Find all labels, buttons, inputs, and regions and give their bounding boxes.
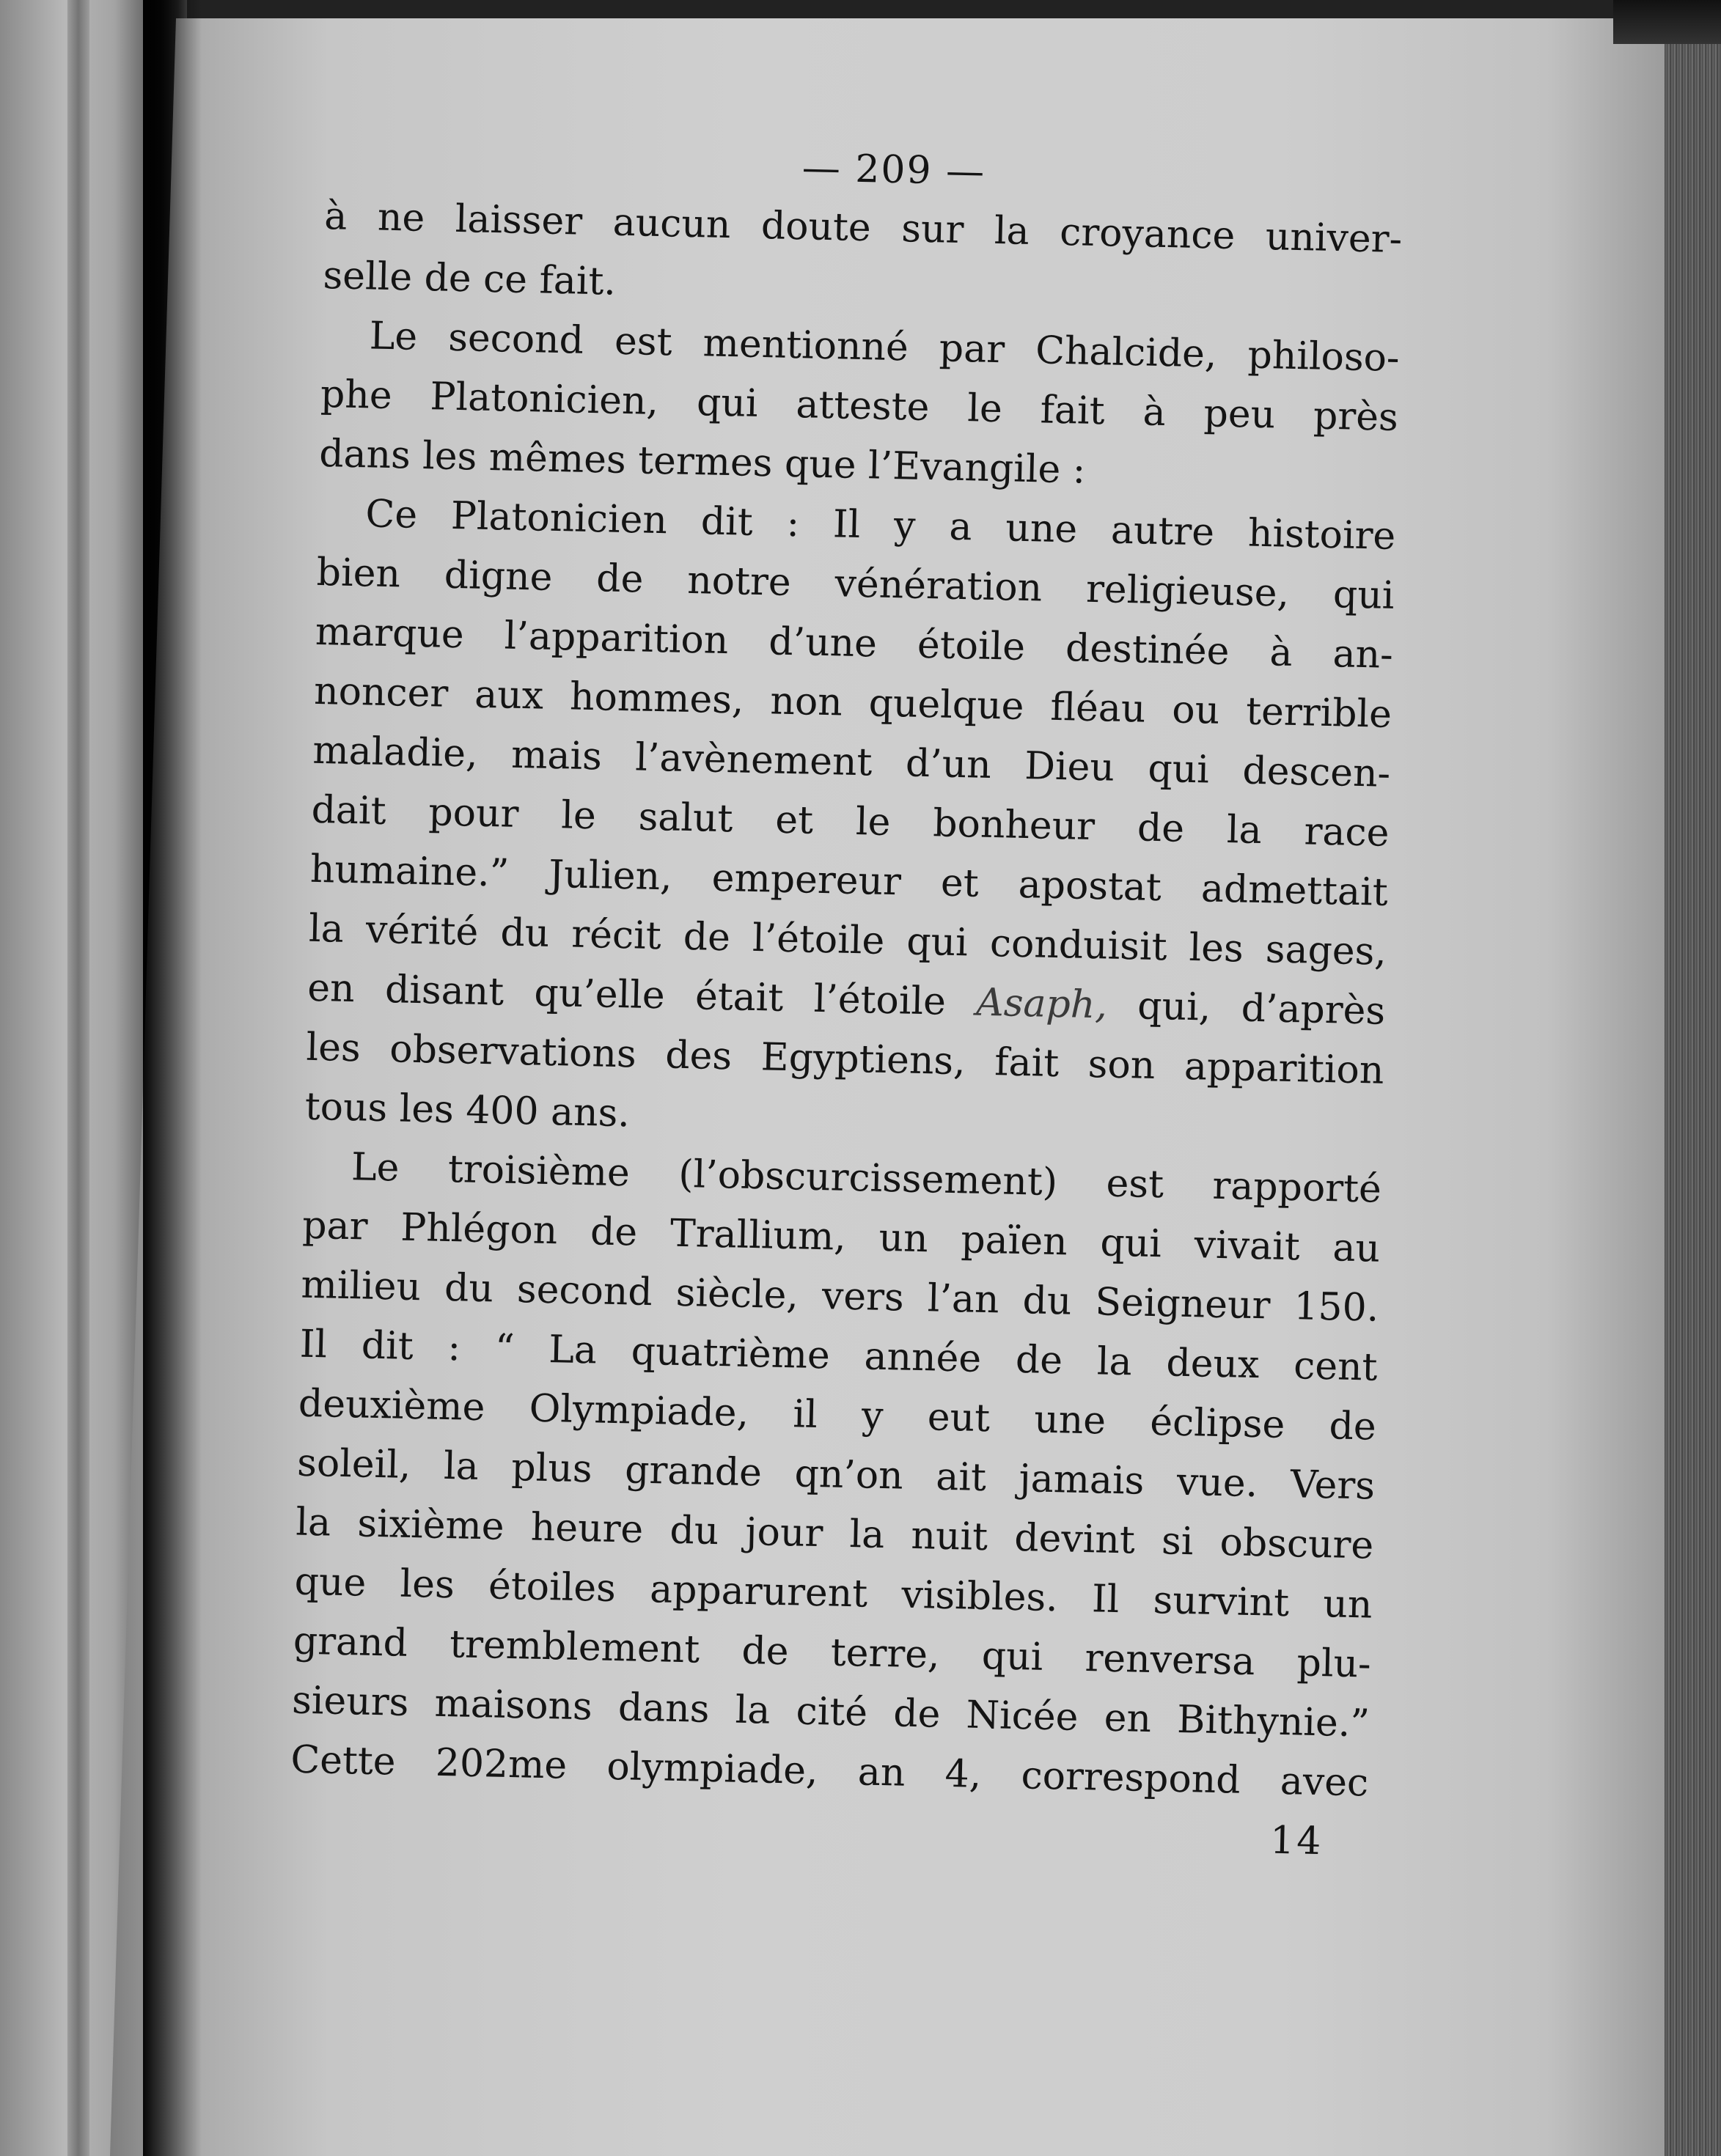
text-line: à ne laisser aucun doute sur la croyance univer- bbox=[323, 194, 1403, 262]
text-line: dait pour le salut et le bonheur de la race bbox=[311, 787, 1390, 856]
text-line: humaine.” Julien, empereur et apostat admettait bbox=[309, 847, 1389, 915]
italic-word: Asaph, bbox=[975, 980, 1108, 1028]
text-line: deuxième Olympiade, il y eut une éclipse de bbox=[298, 1381, 1377, 1449]
page-stack-corner bbox=[1613, 0, 1721, 44]
text-line: bien digne de notre vénération religieuse, qui bbox=[316, 550, 1395, 618]
text-line: tous les 400 ans. bbox=[304, 1084, 631, 1136]
text-line: la sixième heure du jour la nuit devint si obscure bbox=[295, 1500, 1374, 1568]
text-line: selle de ce fait. bbox=[322, 253, 617, 304]
gutter-shadow bbox=[143, 0, 202, 2156]
page-stack-edge bbox=[1665, 0, 1721, 2156]
text-segment: en disant qu’elle était l’étoile bbox=[307, 965, 977, 1025]
signature-folio: 14 bbox=[1269, 1818, 1324, 1864]
text-line: la vérité du récit de l’étoile qui conduisit les sages, bbox=[308, 906, 1387, 974]
text-line: par Phlégon de Trallium, un païen qui vivait au bbox=[301, 1203, 1381, 1271]
text-line: grand tremblement de terre, qui renversa plu- bbox=[293, 1619, 1372, 1687]
running-head-page-number: — 209 — bbox=[801, 146, 986, 194]
text-line: marque l’apparition d’une étoile destinée à an- bbox=[315, 609, 1394, 677]
left-page-fold bbox=[67, 0, 89, 2156]
text-line: Le troisième (l’obscurcissement) est rapporté bbox=[351, 1145, 1382, 1212]
text-line: Ce Platonicien dit : Il y a une autre histoire bbox=[364, 492, 1396, 559]
text-line: Il dit : “ La quatrième année de la deux cent bbox=[299, 1322, 1379, 1390]
text-line: dans les mêmes termes que l’Evangile : bbox=[318, 431, 1086, 493]
text-line: soleil, la plus grande qn’on ait jamais vue. Vers bbox=[296, 1441, 1376, 1509]
page-text-block bbox=[289, 128, 1404, 1873]
text-line: maladie, mais l’avènement d’un Dieu qui descen- bbox=[312, 728, 1391, 796]
text-line: sieurs maisons dans la cité de Nicée en Bithynie.” bbox=[291, 1678, 1370, 1746]
body-text bbox=[290, 187, 1403, 1814]
text-line: les observations des Egyptiens, fait son apparition bbox=[305, 1025, 1384, 1093]
text-line: que les étoiles apparurent visibles. Il survint un bbox=[294, 1559, 1373, 1627]
text-line: noncer aux hommes, non quelque fléau ou terrible bbox=[313, 669, 1392, 737]
text-line: Le second est mentionné par Chalcide, philoso- bbox=[369, 314, 1401, 380]
text-line: milieu du second siècle, vers l’an du Seigneur 150. bbox=[300, 1262, 1379, 1331]
text-segment: qui, d’après bbox=[1107, 983, 1386, 1034]
text-line: phe Platonicien, qui atteste le fait à peu près bbox=[320, 372, 1399, 440]
text-line: Cette 202me olympiade, an 4, correspond avec bbox=[290, 1737, 1369, 1806]
